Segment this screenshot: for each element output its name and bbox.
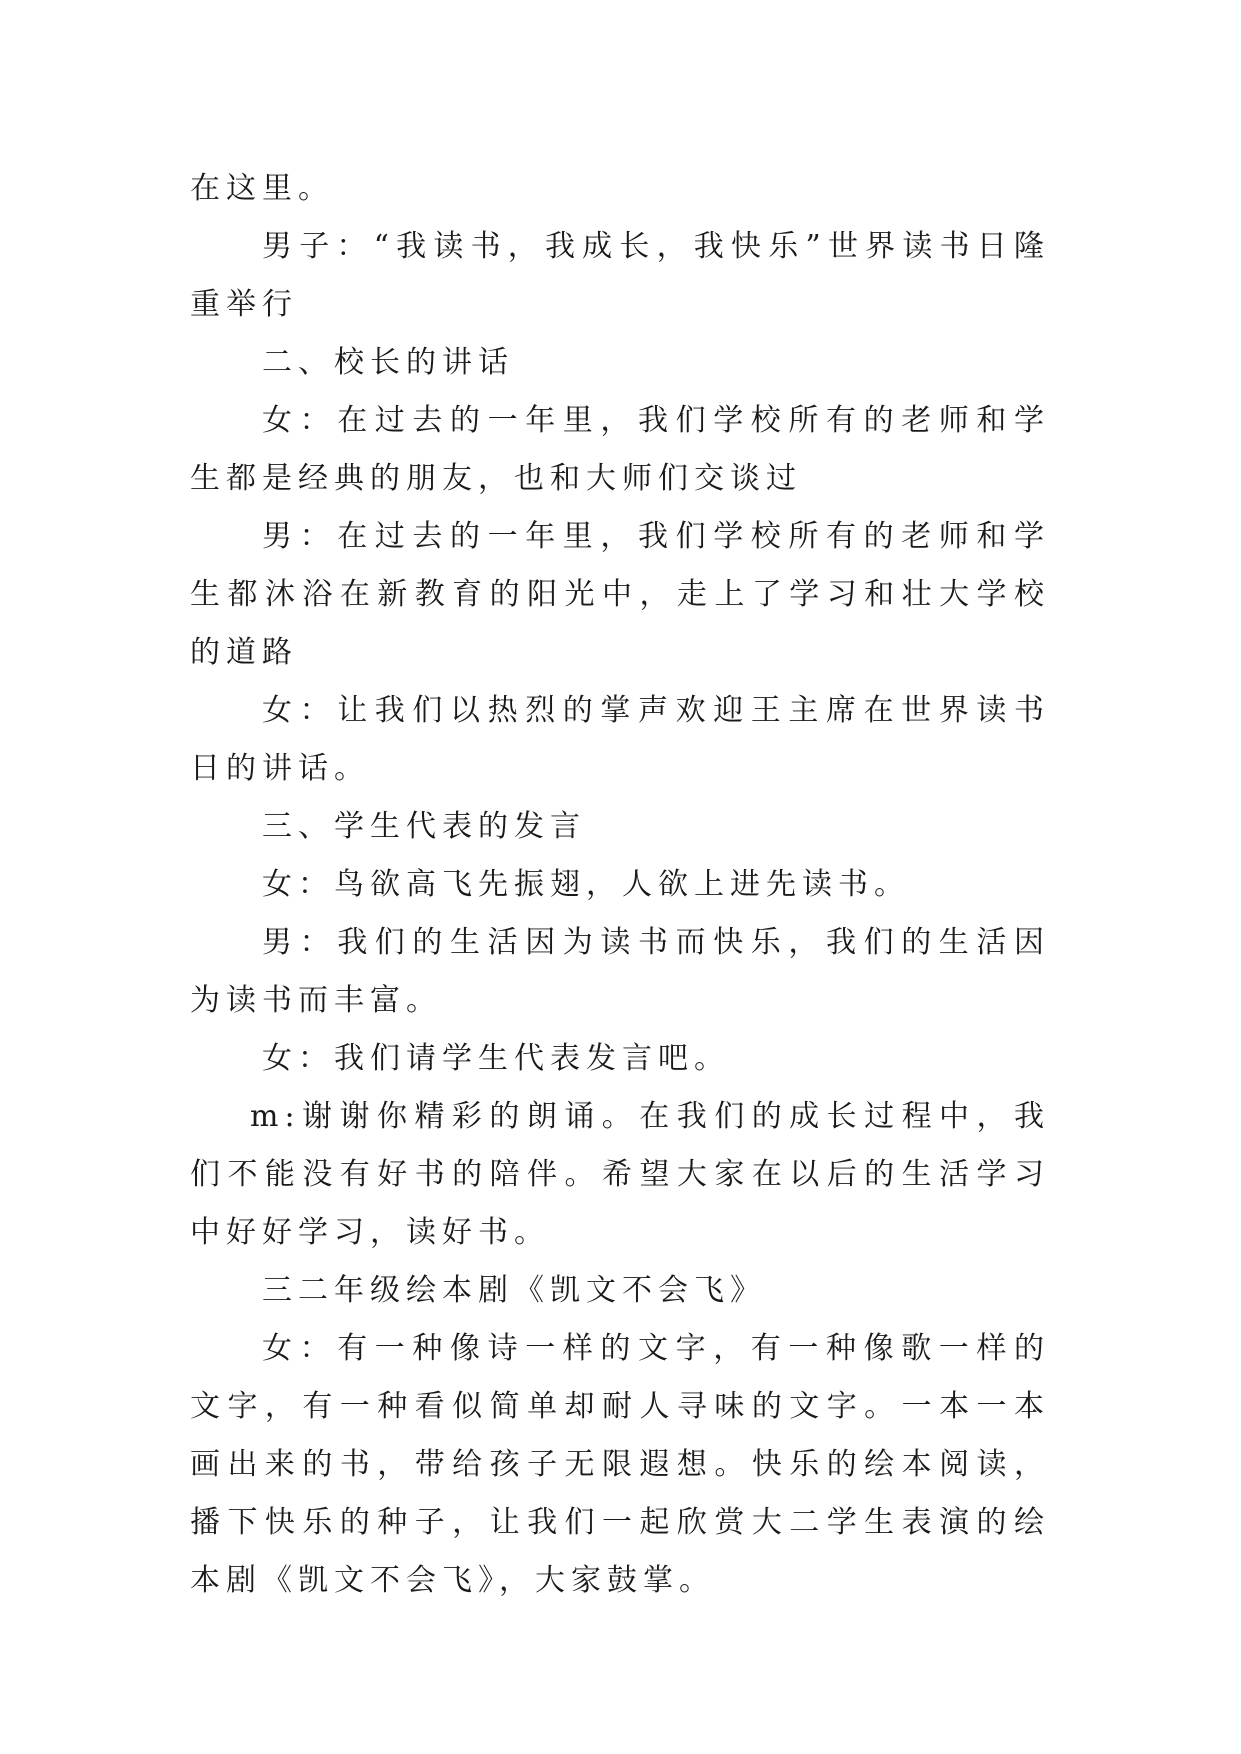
section-heading-student: 三、学生代表的发言: [262, 809, 586, 844]
paragraph-female-3: 女：鸟欲高飞先振翅，人欲上进先读书。: [262, 867, 910, 902]
paragraph-female-1: 女：在过去的一年里，我们学校所有的老师和学生都是经典的朋友，也和大师们交谈过: [190, 403, 1050, 496]
paragraph-female-4: 女：我们请学生代表发言吧。: [262, 1041, 730, 1076]
section-heading-principal: 二、校长的讲话: [262, 345, 514, 380]
paragraph-m-thanks: m:谢谢你精彩的朗诵。在我们的成长过程中，我们不能没有好书的陪伴。希望大家在以后的生活学习中好好学习，读好书。: [190, 1099, 1050, 1250]
paragraph-announcement: 男子：“我读书，我成长，我快乐”世界读书日隆重举行: [190, 229, 1050, 322]
paragraph-female-5: 女：有一种像诗一样的文字，有一种像歌一样的文字，有一种看似简单却耐人寻味的文字。一本一本画出来的书，带给孩子无限遐想。快乐的绘本阅读，播下快乐的种子，让我们一起欣赏大二学生表演的绘本剧《凯文不会飞》，大家鼓掌。: [190, 1331, 1050, 1598]
paragraph-male-1: 男：在过去的一年里，我们学校所有的老师和学生都沐浴在新教育的阳光中，走上了学习和壮大学校的道路: [190, 519, 1050, 670]
document-page: [190, 160, 1050, 1610]
section-heading-picturebook: 三二年级绘本剧《凯文不会飞》: [262, 1273, 766, 1308]
paragraph-male-2: 男：我们的生活因为读书而快乐，我们的生活因为读书而丰富。: [190, 925, 1050, 1018]
paragraph-continuation: 在这里。: [190, 171, 334, 206]
paragraph-female-2: 女：让我们以热烈的掌声欢迎王主席在世界读书日的讲话。: [190, 693, 1050, 786]
